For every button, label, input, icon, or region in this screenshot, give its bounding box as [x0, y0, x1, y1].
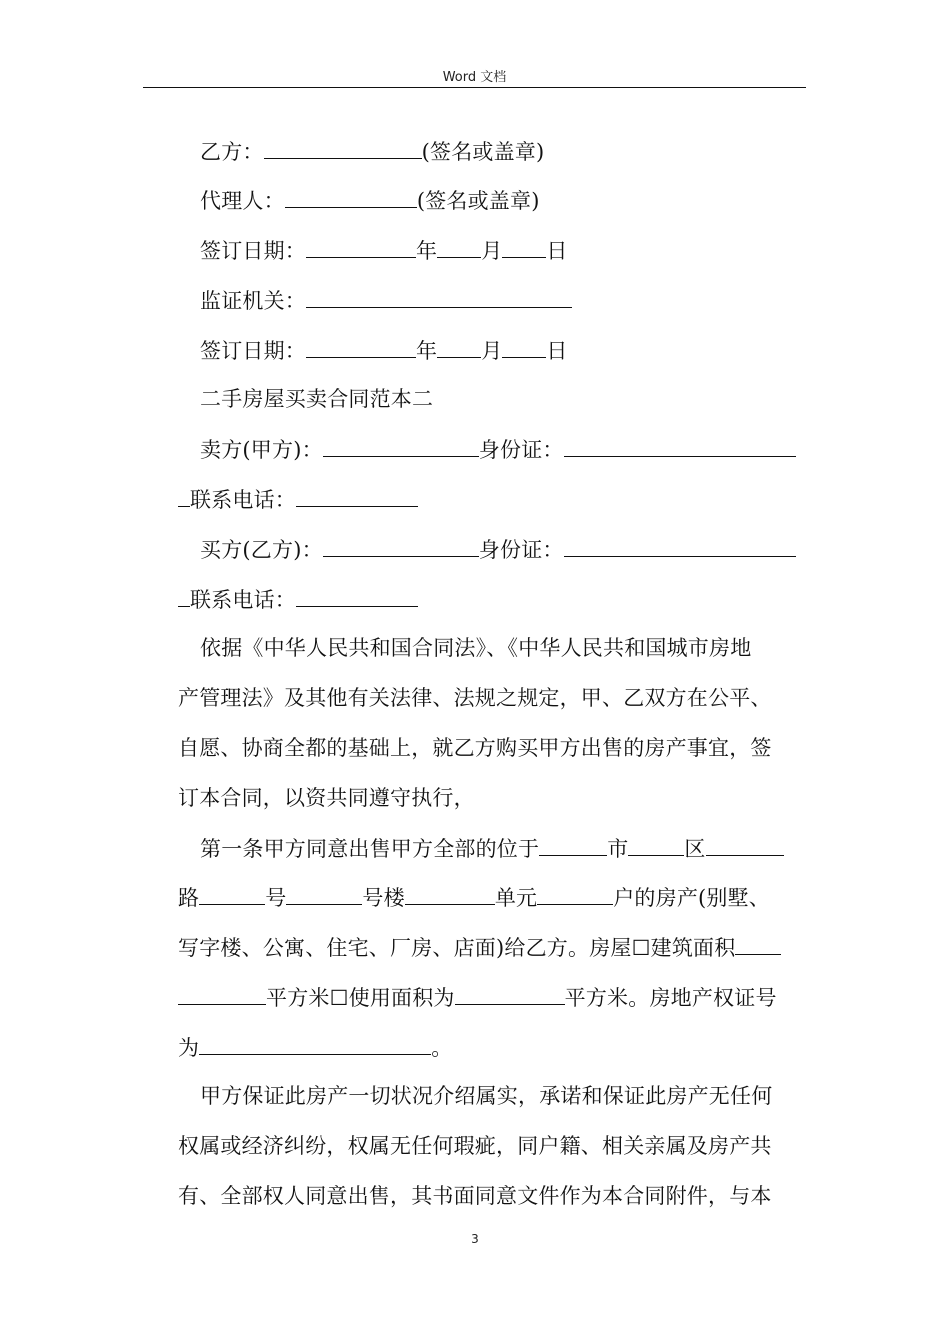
paragraph-line: 订本合同，以资共同遵守执行， — [178, 786, 475, 810]
section-title: 二手房屋买卖合同范本二 — [200, 387, 434, 411]
paragraph-line: 权属或经济纠纷，权属无任何瑕疵，同户籍、相关亲属及房产共 — [178, 1134, 772, 1158]
party-b-blank — [264, 138, 422, 159]
page-number: 3 — [471, 1232, 479, 1246]
seller-line: 卖方(甲方)： 身份证： — [178, 436, 824, 463]
article-one-line: 第一条甲方同意出售甲方全部的位于 市 区 — [178, 835, 824, 862]
header-rule — [143, 87, 806, 88]
paragraph-line: 甲方保证此房产一切状况介绍属实，承诺和保证此房产无任何 — [200, 1084, 773, 1108]
area-line: 平方米☐使用面积为 平方米。房地产权证号 — [178, 984, 802, 1011]
document-header: Word 文档 — [442, 70, 507, 85]
signing-date-line-2: 签订日期： 年 月 日 — [200, 339, 568, 363]
paragraph-line: 自愿、协商全都的基础上，就乙方购买甲方出售的房产事宜，签 — [178, 736, 772, 760]
buyer-line: 买方(乙方)： 身份证： — [178, 536, 824, 563]
paragraph-line: 有、全部权人同意出售，其书面同意文件作为本合同附件，与本 — [178, 1184, 772, 1208]
agent-signature-line: 代理人： (签名或盖章) — [200, 189, 540, 213]
buyer-phone-line: 联系电话： — [178, 586, 802, 613]
paragraph-line: 产管理法》及其他有关法律、法规之规定，甲、乙双方在公平、 — [178, 686, 772, 710]
address-line: 路 号 号楼 单元 户的房产(别墅、 — [178, 886, 771, 910]
property-type-line: 写字楼、公寓、住宅、厂房、店面)给乙方。房屋☐建筑面积 — [178, 934, 802, 961]
signing-date-line: 签订日期： 年 月 日 — [200, 239, 568, 263]
certificate-line: 为 。 — [178, 1036, 453, 1060]
agent-blank — [285, 187, 417, 208]
supervision-authority-line: 监证机关： — [178, 287, 824, 314]
paragraph-line: 依据《中华人民共和国合同法》、《中华人民共和国城市房地 — [200, 636, 752, 660]
seller-phone-line: 联系电话： — [178, 486, 802, 513]
party-b-signature-line: 乙方： (签名或盖章) — [200, 140, 545, 164]
